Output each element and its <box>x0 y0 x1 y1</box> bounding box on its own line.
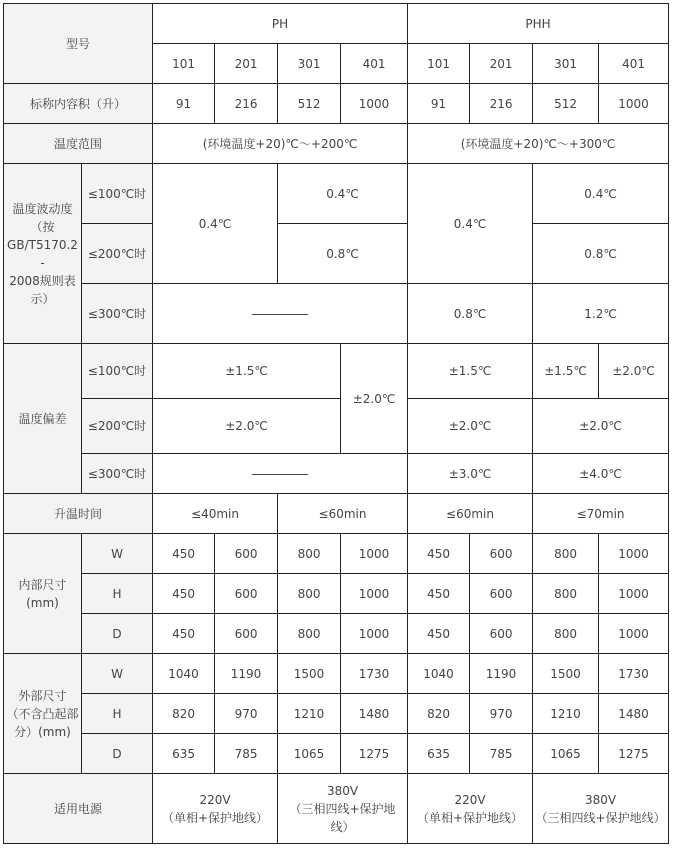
temp-range-label: 温度范围 <box>4 124 153 164</box>
outer-cell: 1275 <box>341 734 408 774</box>
deviation-cond-100: ≤100℃时 <box>82 344 153 399</box>
inner-cell: 800 <box>533 574 599 614</box>
outer-cell: 785 <box>215 734 278 774</box>
inner-cell: 600 <box>470 614 533 654</box>
heat-time-row <box>4 494 669 534</box>
model-cell: 301 <box>533 44 599 84</box>
series-ph-header: PH <box>153 4 408 44</box>
inner-cell: 450 <box>408 574 470 614</box>
fluctuation-row-300 <box>4 284 669 344</box>
deviation-phh-a-200: ±2.0℃ <box>408 399 533 454</box>
temp-range-ph: (环境温度+20)℃～+200℃ <box>153 124 408 164</box>
model-cell: 101 <box>408 44 470 84</box>
volume-cell: 1000 <box>341 84 408 124</box>
volume-cell: 216 <box>470 84 533 124</box>
deviation-phh-b-300: ±4.0℃ <box>533 454 669 494</box>
inner-dim-label: W <box>82 534 153 574</box>
outer-cell: 1040 <box>408 654 470 694</box>
outer-cell: 1275 <box>599 734 669 774</box>
outer-cell: 1190 <box>470 654 533 694</box>
outer-cell: 1040 <box>153 654 215 694</box>
inner-cell: 450 <box>153 574 215 614</box>
inner-cell: 600 <box>215 614 278 654</box>
inner-cell: 1000 <box>599 614 669 654</box>
inner-cell: 800 <box>278 534 341 574</box>
inner-cell: 600 <box>470 574 533 614</box>
outer-cell: 820 <box>153 694 215 734</box>
outer-cell: 820 <box>408 694 470 734</box>
fluctuation-cond-300: ≤300℃时 <box>82 284 153 344</box>
volume-row <box>4 84 669 124</box>
outer-cell: 1730 <box>341 654 408 694</box>
outer-cell: 1210 <box>278 694 341 734</box>
power-cell: 220V （单相+保护地线） <box>153 774 278 844</box>
model-cell: 401 <box>341 44 408 84</box>
deviation-phh-b-200: ±2.0℃ <box>533 399 669 454</box>
inner-cell: 1000 <box>341 614 408 654</box>
outer-dim-label: W <box>82 654 153 694</box>
inner-cell: 1000 <box>341 534 408 574</box>
fluctuation-ph-300-blank <box>153 284 408 344</box>
outer-cell: 1480 <box>599 694 669 734</box>
deviation-ph-300-blank <box>153 454 408 494</box>
outer-cell: 1065 <box>278 734 341 774</box>
model-label: 型号 <box>4 4 153 84</box>
outer-cell: 635 <box>153 734 215 774</box>
power-cell: 380V （三相四线+保护地线） <box>533 774 669 844</box>
deviation-row-200 <box>4 399 669 454</box>
inner-cell: 1000 <box>599 574 669 614</box>
volume-cell: 1000 <box>599 84 669 124</box>
fluctuation-cond-200: ≤200℃时 <box>82 224 153 284</box>
inner-cell: 800 <box>533 534 599 574</box>
fluctuation-phh-small: 0.4℃ <box>408 164 533 284</box>
blank-line <box>252 474 308 475</box>
deviation-cond-300: ≤300℃时 <box>82 454 153 494</box>
outer-cell: 1730 <box>599 654 669 694</box>
heat-time-cell: ≤40min <box>153 494 278 534</box>
deviation-row-100 <box>4 344 669 399</box>
inner-row-w <box>4 534 669 574</box>
heat-time-cell: ≤60min <box>278 494 408 534</box>
deviation-ph-b: ±2.0℃ <box>341 344 408 454</box>
volume-cell: 512 <box>533 84 599 124</box>
inner-cell: 600 <box>215 574 278 614</box>
deviation-label: 温度偏差 <box>4 344 82 494</box>
inner-dim-label: D <box>82 614 153 654</box>
deviation-ph-a-100: ±1.5℃ <box>153 344 341 399</box>
model-cell: 301 <box>278 44 341 84</box>
power-cell: 220V （单相+保护地线） <box>408 774 533 844</box>
spec-table <box>3 3 669 844</box>
blank-line <box>252 314 308 315</box>
deviation-phh-a-100: ±1.5℃ <box>408 344 533 399</box>
inner-row-d <box>4 614 669 654</box>
inner-cell: 450 <box>153 614 215 654</box>
outer-cell: 970 <box>470 694 533 734</box>
inner-cell: 1000 <box>341 574 408 614</box>
fluctuation-ph-large-100: 0.4℃ <box>278 164 408 224</box>
outer-cell: 1500 <box>278 654 341 694</box>
fluctuation-phh-large-300: 1.2℃ <box>533 284 669 344</box>
model-cell: 101 <box>153 44 215 84</box>
inner-cell: 450 <box>153 534 215 574</box>
outer-row-w <box>4 654 669 694</box>
power-row <box>4 774 669 844</box>
outer-row-h <box>4 694 669 734</box>
temp-range-row <box>4 124 669 164</box>
outer-cell: 1480 <box>341 694 408 734</box>
volume-label: 标称内容积（升） <box>4 84 153 124</box>
fluctuation-row-200 <box>4 224 669 284</box>
series-phh-header: PHH <box>408 4 669 44</box>
series-header-row <box>4 4 669 44</box>
fluctuation-phh-large-100: 0.4℃ <box>533 164 669 224</box>
inner-row-h <box>4 574 669 614</box>
inner-cell: 450 <box>408 534 470 574</box>
inner-cell: 450 <box>408 614 470 654</box>
fluctuation-ph-small: 0.4℃ <box>153 164 278 284</box>
model-cell: 201 <box>215 44 278 84</box>
model-cell: 201 <box>470 44 533 84</box>
deviation-ph-a-200: ±2.0℃ <box>153 399 341 454</box>
outer-cell: 1065 <box>533 734 599 774</box>
heat-time-cell: ≤60min <box>408 494 533 534</box>
fluctuation-row-100 <box>4 164 669 224</box>
outer-cell: 1210 <box>533 694 599 734</box>
model-cell: 401 <box>599 44 669 84</box>
outer-cell: 1190 <box>215 654 278 694</box>
outer-cell: 785 <box>470 734 533 774</box>
fluctuation-phh-large-200: 0.8℃ <box>533 224 669 284</box>
outer-cell: 635 <box>408 734 470 774</box>
inner-cell: 600 <box>215 534 278 574</box>
volume-cell: 91 <box>408 84 470 124</box>
inner-cell: 800 <box>278 574 341 614</box>
power-label: 适用电源 <box>4 774 153 844</box>
outer-cell: 970 <box>215 694 278 734</box>
volume-cell: 91 <box>153 84 215 124</box>
temp-range-phh: (环境温度+20)℃～+300℃ <box>408 124 669 164</box>
power-cell: 380V （三相四线+保护地 线） <box>278 774 408 844</box>
outer-dim-label: D <box>82 734 153 774</box>
deviation-phh-d-100: ±2.0℃ <box>599 344 669 399</box>
fluctuation-cond-100: ≤100℃时 <box>82 164 153 224</box>
deviation-row-300 <box>4 454 669 494</box>
outer-dim-label: H <box>82 694 153 734</box>
outer-cell: 1500 <box>533 654 599 694</box>
fluctuation-label: 温度波动度 （按 GB/T5170.2- 2008规则表 示） <box>4 164 82 344</box>
inner-cell: 1000 <box>599 534 669 574</box>
heat-time-cell: ≤70min <box>533 494 669 534</box>
inner-label: 内部尺寸 (mm) <box>4 534 82 654</box>
outer-row-d <box>4 734 669 774</box>
fluctuation-phh-small-300: 0.8℃ <box>408 284 533 344</box>
deviation-cond-200: ≤200℃时 <box>82 399 153 454</box>
volume-cell: 216 <box>215 84 278 124</box>
deviation-phh-a-300: ±3.0℃ <box>408 454 533 494</box>
inner-dim-label: H <box>82 574 153 614</box>
heat-time-label: 升温时间 <box>4 494 153 534</box>
deviation-phh-c-100: ±1.5℃ <box>533 344 599 399</box>
fluctuation-ph-large-200: 0.8℃ <box>278 224 408 284</box>
inner-cell: 600 <box>470 534 533 574</box>
outer-label: 外部尺寸 （不含凸起部 分）(mm) <box>4 654 82 774</box>
inner-cell: 800 <box>533 614 599 654</box>
inner-cell: 800 <box>278 614 341 654</box>
volume-cell: 512 <box>278 84 341 124</box>
